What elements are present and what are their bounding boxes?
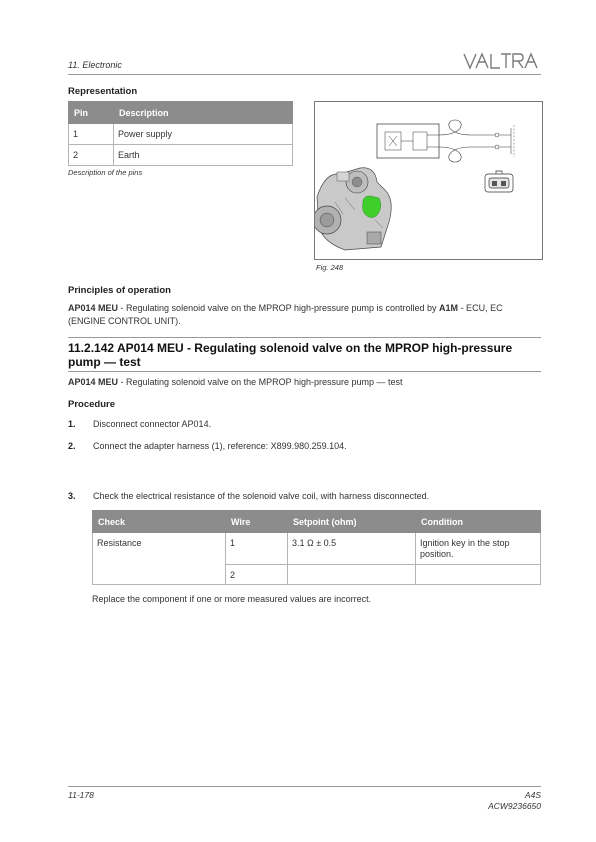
table-row <box>93 533 541 565</box>
valtra-logo <box>463 51 541 71</box>
step-number: 3. <box>68 491 76 501</box>
header-rule <box>68 74 541 75</box>
step-text: Check the electrical resistance of the solenoid valve coil, with harness disconnected. <box>93 491 430 501</box>
step-number: 1. <box>68 419 76 429</box>
wire-header: Wire <box>226 511 288 533</box>
step-text: Disconnect connector AP014. <box>93 419 212 429</box>
condition-header: Condition <box>416 511 541 533</box>
step-number: 2. <box>68 441 76 451</box>
step-text: Connect the adapter harness (1), reference: X899.980.259.104. <box>93 441 347 451</box>
footer-rule <box>68 786 541 787</box>
wire-cell: 1 <box>226 533 288 565</box>
figure-caption: Fig. 248 <box>316 263 344 272</box>
replace-note: Replace the component if one or more measured values are incorrect. <box>92 594 372 604</box>
condition-cell <box>416 565 541 585</box>
format-label: A4S <box>524 790 541 800</box>
connector-icon <box>485 171 513 192</box>
table-row <box>69 124 293 145</box>
representation-heading: Representation <box>68 86 138 97</box>
section-intro: AP014 MEU - Regulating solenoid valve on the MPROP high-pressure pump — test <box>68 377 403 387</box>
document-id: ACW9236650 <box>488 801 541 811</box>
condition-cell: Ignition key in the stop position. <box>416 533 541 565</box>
intro-code: AP014 MEU <box>68 377 119 387</box>
principles-text: AP014 MEU - Regulating solenoid valve on the MPROP high-pressure pump is controlled by A1M - ECU, EC (ENGINE CONTROL UNIT). <box>68 303 503 326</box>
principles-heading: Principles of operation <box>68 285 171 296</box>
check-table <box>92 510 541 585</box>
solenoid-schematic <box>377 120 514 162</box>
setpoint-cell <box>288 565 416 585</box>
wire-cell: 2 <box>226 565 288 585</box>
section-rule-top <box>68 337 541 338</box>
check-header: Check <box>93 511 226 533</box>
description-header: Description <box>114 102 293 124</box>
section-title: 11.2.142 AP014 MEU - Regulating solenoid valve on the MPROP high-pressure pump — test <box>68 341 513 369</box>
description-cell: Power supply <box>114 124 293 145</box>
description-cell: Earth <box>114 145 293 166</box>
check-cell: Resistance <box>93 533 226 585</box>
chapter-title: 11. Electronic <box>68 60 122 70</box>
figure-box <box>314 101 543 260</box>
pin-cell: 2 <box>69 145 114 166</box>
ecu-code: A1M <box>439 303 459 313</box>
pin-table <box>68 101 293 166</box>
pump-body <box>315 168 391 250</box>
footer-doc-info <box>488 790 541 812</box>
procedure-heading: Procedure <box>68 399 115 410</box>
setpoint-cell: 3.1 Ω ± 0.5 <box>288 533 416 565</box>
pump-illustration <box>315 102 542 259</box>
pin-cell: 1 <box>69 124 114 145</box>
component-code: AP014 MEU <box>68 303 119 313</box>
table-row <box>69 145 293 166</box>
pin-table-caption: Description of the pins <box>68 168 143 177</box>
setpoint-header: Setpoint (ohm) <box>288 511 416 533</box>
pin-header: Pin <box>69 102 114 124</box>
page-number: 11-178 <box>68 790 94 800</box>
section-rule-bottom <box>68 371 541 372</box>
